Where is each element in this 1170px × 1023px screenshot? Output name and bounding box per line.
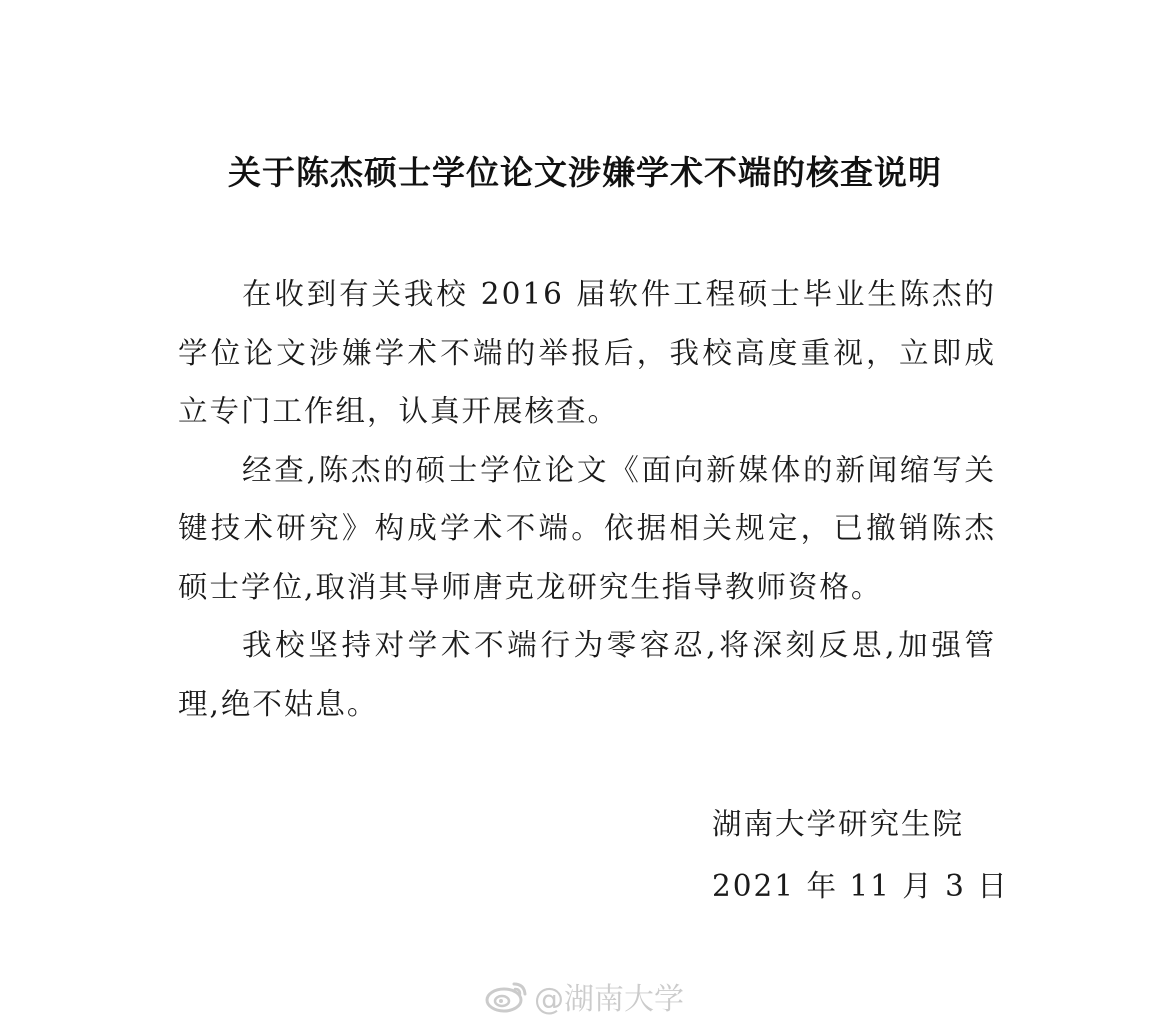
signature-block [712, 793, 1009, 917]
watermark-text: @湖南大学 [534, 982, 684, 1017]
signature-organization: 湖南大学研究生院 [712, 807, 965, 841]
weibo-watermark [484, 974, 684, 1018]
body-paragraph-3: 我校坚持对学术不端行为零容忍,将深刻反思,加强管理,绝不姑息。 [178, 628, 996, 721]
weibo-icon [484, 978, 530, 1014]
document-title: 关于陈杰硕士学位论文涉嫌学术不端的核查说明 [228, 153, 942, 192]
signature-date: 2021 年 11 月 3 日 [712, 869, 1009, 903]
body-paragraph-2: 经查,陈杰的硕士学位论文《面向新媒体的新闻缩写关键技术研究》构成学术不端。依据相关规定，已撤销陈杰硕士学位,取消其导师唐克龙研究生指导教师资格。 [178, 452, 996, 604]
body-paragraph-1: 在收到有关我校 2016 届软件工程硕士毕业生陈杰的学位论文涉嫌学术不端的举报后，我校高度重视，立即成立专门工作组，认真开展核查。 [178, 277, 996, 428]
document-body [178, 265, 996, 733]
